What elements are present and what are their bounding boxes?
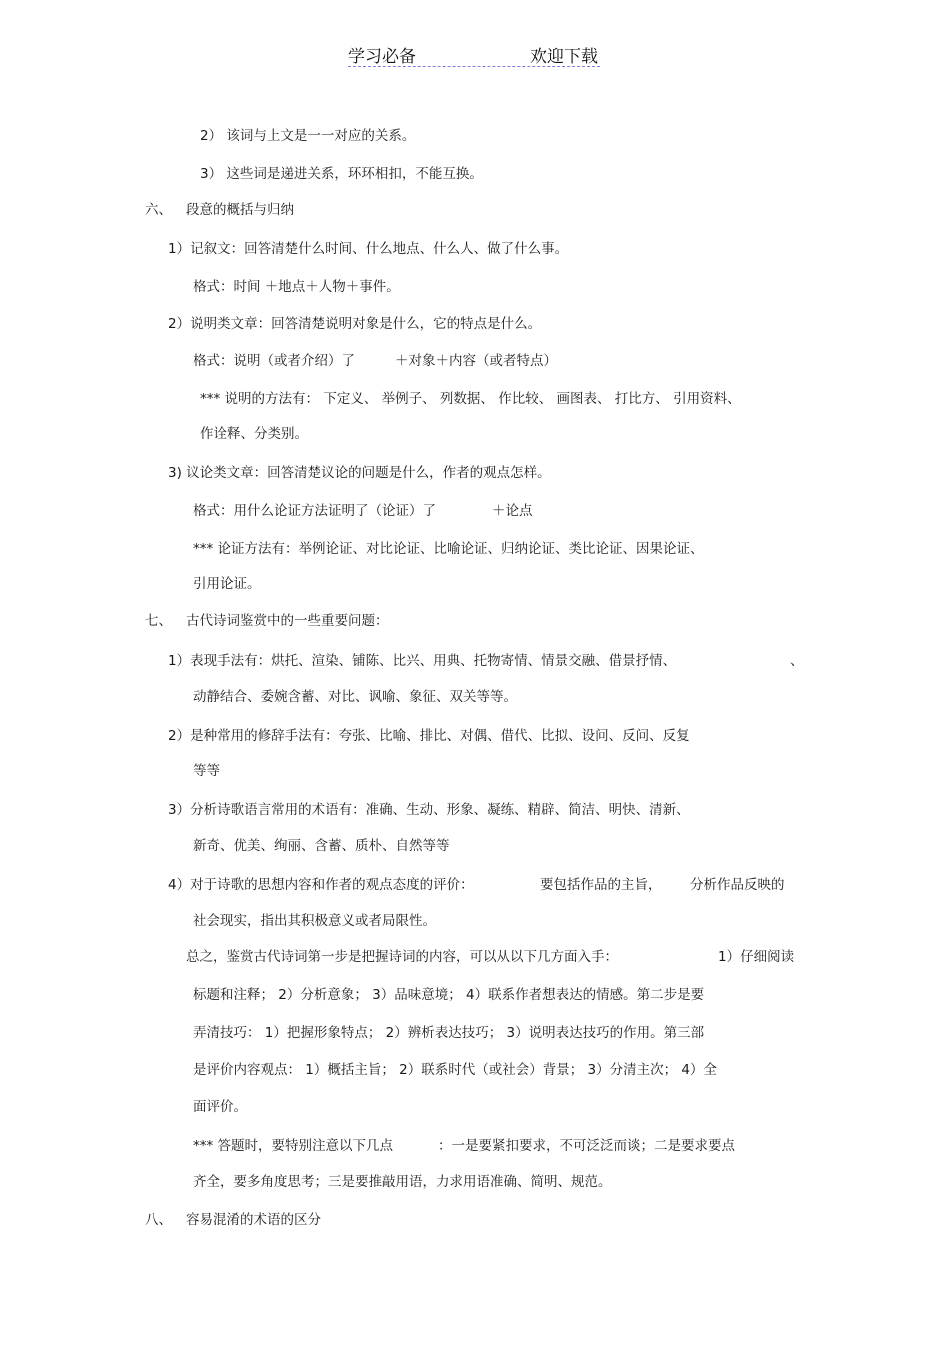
text-line: ：一是要紧扣要求，不可泛泛而谈；二是要求要点 <box>438 1138 735 1154</box>
text-line: 3） 这些词是递进关系，环环相扣，不能互换。 <box>200 166 483 182</box>
text-line: 格式：用什么论证方法证明了（论证）了 <box>193 503 436 519</box>
text-line: 面评价。 <box>193 1099 247 1115</box>
text-line: 3）分析诗歌语言常用的术语有：准确、生动、形象、凝练、精辟、简洁、明快、清新、 <box>168 802 690 818</box>
text-line: 3) 议论类文章：回答清楚议论的问题是什么，作者的观点怎样。 <box>168 465 551 481</box>
text-line: 标题和注释； 2）分析意象； 3）品味意境； 4）联系作者想表达的情感。第二步是要 <box>193 987 705 1003</box>
text-line: *** 答题时，要特别注意以下几点 <box>193 1138 394 1154</box>
text-line: 、 <box>790 653 804 669</box>
text-line: 是评价内容观点： 1）概括主旨； 2）联系时代（或社会）背景； 3）分清主次； 4）全 <box>193 1062 718 1078</box>
text-line: 分析作品反映的 <box>690 877 785 893</box>
text-line: 2）是种常用的修辞手法有：夸张、比喻、排比、对偶、借代、比拟、设问、反问、反复 <box>168 728 690 744</box>
text-line: 引用论证。 <box>193 576 261 592</box>
section-number-7: 七、 <box>145 613 172 629</box>
text-line: 格式：时间 ＋地点＋人物＋事件。 <box>193 279 400 295</box>
text-line: 齐全，要多角度思考；三是要推敲用语，力求用语准确、简明、规范。 <box>193 1174 612 1190</box>
text-line: 1）仔细阅读 <box>718 949 795 965</box>
section-number-8: 八、 <box>145 1212 172 1228</box>
text-line: 2） 该词与上文是一一对应的关系。 <box>200 128 416 144</box>
text-line: ＋对象＋内容（或者特点） <box>395 353 557 369</box>
text-line: 等等 <box>193 763 220 779</box>
text-line: 2）说明类文章：回答清楚说明对象是什么，它的特点是什么。 <box>168 316 542 332</box>
text-line: ＋论点 <box>492 503 533 519</box>
section-heading-7: 古代诗词鉴赏中的一些重要问题： <box>186 613 389 629</box>
text-line: 4）对于诗歌的思想内容和作者的观点态度的评价： <box>168 877 474 893</box>
text-line: 动静结合、委婉含蓄、对比、讽喻、象征、双关等等。 <box>193 689 517 705</box>
header-left-text: 学习必备 <box>348 47 416 67</box>
text-line: 要包括作品的主旨， <box>540 877 662 893</box>
text-line: 总之，鉴赏古代诗词第一步是把握诗词的内容，可以从以下几方面入手： <box>186 949 618 965</box>
text-line: 1）记叙文：回答清楚什么时间、什么地点、什么人、做了什么事。 <box>168 241 569 257</box>
page-header <box>348 40 600 67</box>
text-line: 格式：说明（或者介绍）了 <box>193 353 355 369</box>
text-line: 作诠释、分类别。 <box>200 426 308 442</box>
text-line: 新奇、优美、绚丽、含蓄、质朴、自然等等 <box>193 838 450 854</box>
section-heading-8: 容易混淆的术语的区分 <box>186 1212 321 1228</box>
text-line: *** 说明的方法有： 下定义、 举例子、 列数据、 作比较、 画图表、 打比方、 引用资料、 <box>200 391 741 407</box>
text-line: 社会现实，指出其积极意义或者局限性。 <box>193 913 436 929</box>
header-right-text: 欢迎下载 <box>530 47 598 67</box>
section-number-6: 六、 <box>145 202 172 218</box>
text-line: 1）表现手法有：烘托、渲染、铺陈、比兴、用典、托物寄情、情景交融、借景抒情、 <box>168 653 677 669</box>
text-line: 弄清技巧： 1）把握形象特点； 2）辨析表达技巧； 3）说明表达技巧的作用。第三部 <box>193 1025 705 1041</box>
text-line: *** 论证方法有：举例论证、对比论证、比喻论证、归纳论证、类比论证、因果论证、 <box>193 541 704 557</box>
section-heading-6: 段意的概括与归纳 <box>186 202 294 218</box>
